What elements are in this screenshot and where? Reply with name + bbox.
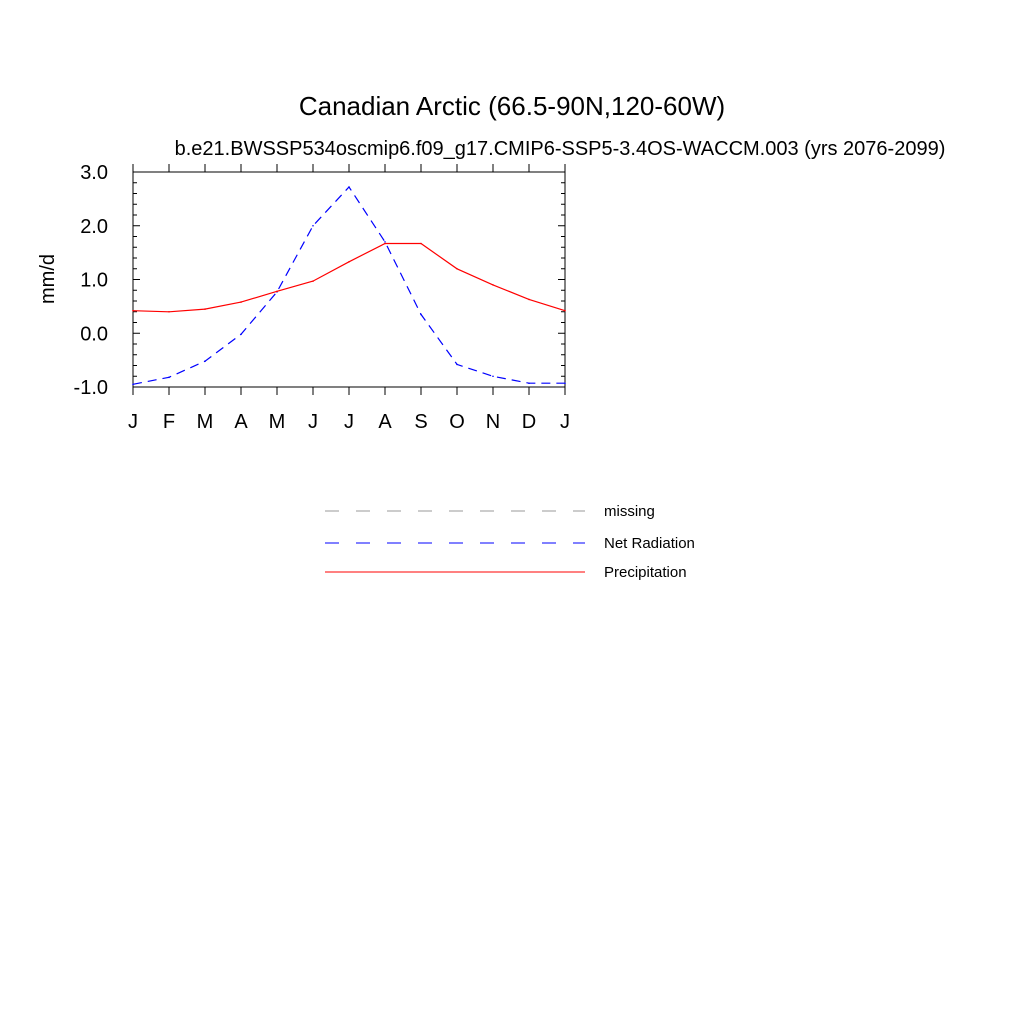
data-point [420, 314, 422, 316]
legend-label: Net Radiation [604, 535, 695, 552]
data-point [456, 268, 458, 270]
x-tick-label: M [196, 411, 214, 433]
y-tick-label: 3.0 [80, 162, 108, 184]
data-point [420, 243, 422, 245]
legend-label: missing [604, 503, 655, 520]
plot-frame [133, 172, 565, 387]
data-point [168, 311, 170, 313]
x-tick-label: A [378, 411, 392, 433]
y-tick-label: 1.0 [80, 269, 108, 292]
data-point [492, 284, 494, 286]
x-tick-label: J [308, 411, 318, 433]
y-axis-label: mm/d [37, 254, 59, 304]
data-point [348, 186, 350, 188]
data-point [276, 291, 278, 293]
data-point [564, 310, 566, 312]
chart-title: Canadian Arctic (66.5-90N,120-60W) [298, 91, 726, 121]
series-line-net-radiation [133, 187, 565, 384]
data-point [456, 364, 458, 366]
y-tick-label: 0.0 [80, 323, 108, 346]
data-point [132, 384, 134, 386]
x-tick-label: J [560, 411, 570, 433]
series-line-precipitation [133, 244, 565, 312]
data-point [384, 243, 386, 245]
chart-subtitle: b.e21.BWSSP534oscmip6.f09_g17.CMIP6-SSP5-3.4OS-WACCM.003 (yrs 2076-2099) [174, 138, 946, 160]
x-tick-label: O [449, 411, 465, 433]
data-point [384, 241, 386, 243]
x-tick-label: J [344, 411, 354, 433]
data-point [564, 382, 566, 384]
legend-label: Precipitation [604, 564, 687, 581]
x-tick-label: N [485, 411, 501, 433]
x-tick-label: M [268, 411, 286, 433]
data-point [348, 261, 350, 263]
data-point [492, 375, 494, 377]
data-point [240, 334, 242, 336]
data-point [312, 280, 314, 282]
x-tick-label: D [521, 411, 537, 433]
data-point [528, 382, 530, 384]
x-tick-label: J [128, 411, 138, 433]
data-point [240, 301, 242, 303]
data-point [312, 225, 314, 227]
data-point [204, 308, 206, 310]
plot-area [74, 162, 570, 433]
data-point [132, 310, 134, 312]
y-tick-label: 2.0 [80, 215, 108, 238]
x-tick-label: A [234, 411, 248, 433]
legend [325, 503, 695, 581]
data-point [528, 299, 530, 301]
data-point [168, 377, 170, 379]
data-point [204, 360, 206, 362]
x-tick-label: F [162, 411, 176, 433]
x-tick-label: S [414, 411, 428, 433]
y-tick-label: -1.0 [73, 377, 108, 399]
